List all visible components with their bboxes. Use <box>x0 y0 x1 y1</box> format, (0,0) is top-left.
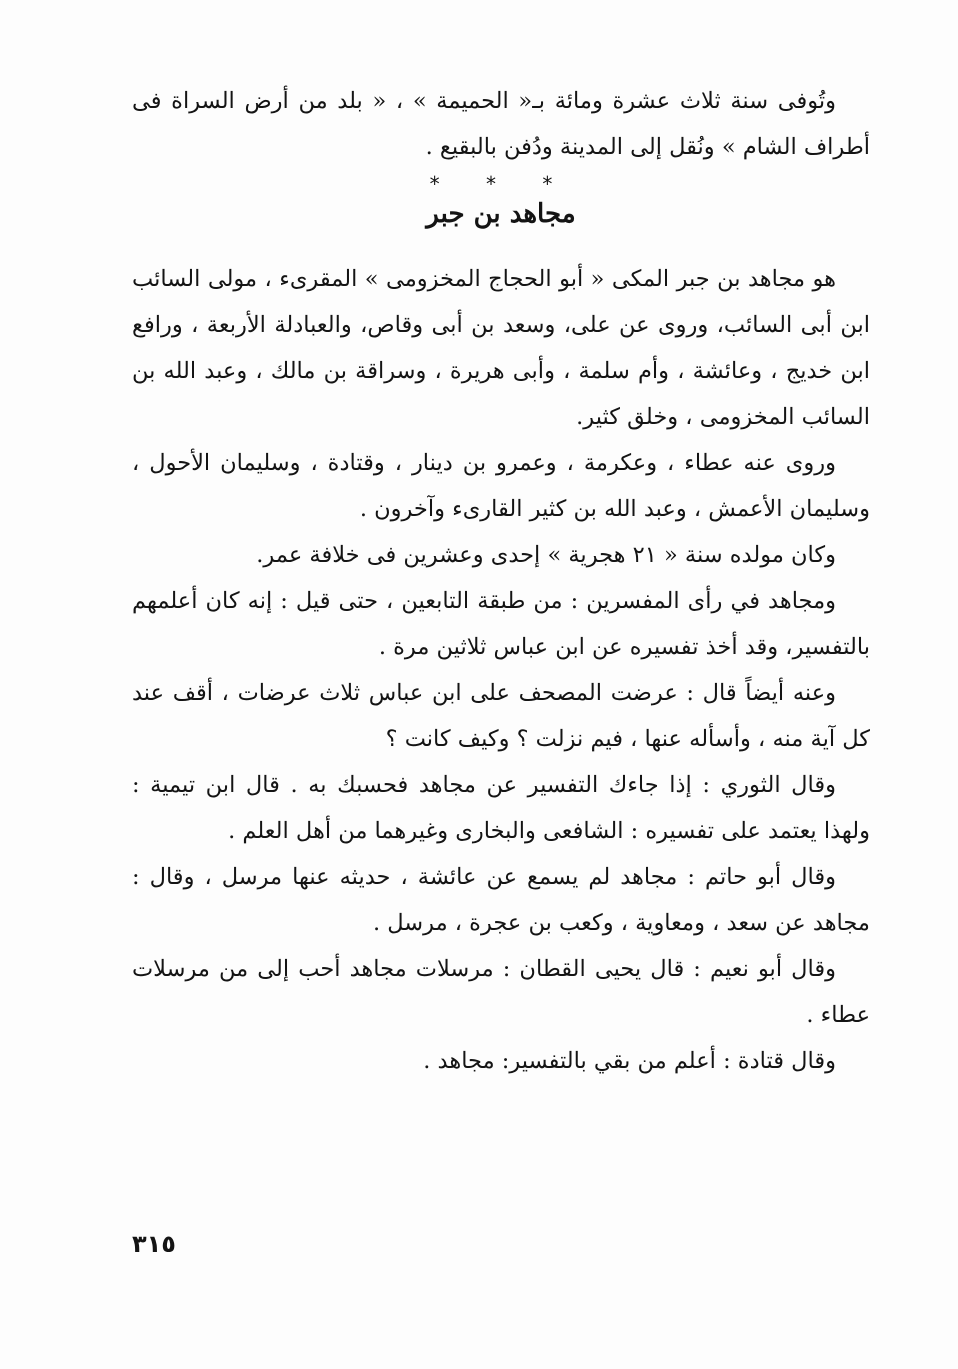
text-column <box>132 78 870 1084</box>
paragraph-qatada: وقال قتادة : أعلم من بقي بالتفسير: مجاهد . <box>423 1048 836 1074</box>
section-separator: * * * <box>429 172 573 196</box>
paragraph-birth: وكان مولده سنة « ٢١ هجرية » إحدى وعشرين فى خلافة عمر. <box>256 542 836 568</box>
paragraph-abu-hatim: وقال أبو حاتم : مجاهد لم يسمع عن عائشة ، حديثه عنها مرسل ، وقال : مجاهد عن سعد ، ومعاوية ، وكعب بن عجرة ، مرسل . <box>132 864 870 936</box>
paragraph-reading: وعنه أيضاً قال : عرضت المصحف على ابن عباس ثلاث عرضات ، أقف عند كل آية منه ، وأسأله عنها ، فيم نزلت ؟ وكيف كانت ؟ <box>132 680 870 752</box>
paragraph-biography: هو مجاهد بن جبر المكى « أبو الحجاج المخزومى » المقرىء ، مولى السائب ابن أبى السائب، وروى عن على، وسعد بن أبى وقاص، والعبادلة الأربعة ، ورافع ابن خديج ، وعائشة ، وأم سلمة ، وأبى هريرة ، وسراقة بن مالك ، وعبد الله بن السائب المخزومى ، وخلق كثير. <box>132 266 870 430</box>
paragraph-abu-nuaym: وقال أبو نعيم : قال يحيى القطان : مرسلات مجاهد أحب إلى من مرسلات عطاء . <box>132 956 870 1028</box>
paragraph-narrators: وروى عنه عطاء ، وعكرمة ، وعمرو بن دينار ، وقتادة ، وسليمان الأحول ، وسليمان الأعمش ، وعبد الله بن كثير القارىء وآخرون . <box>132 450 870 522</box>
page-number: ٣١٥ <box>132 1230 176 1258</box>
section-heading: مجاهد بن جبر <box>426 199 576 229</box>
paragraph-rank: ومجاهد في رأى المفسرين : من طبقة التابعين ، حتى قيل : إنه كان أعلمهم بالتفسير، وقد أخذ تفسيره عن ابن عباس ثلاثين مرة . <box>132 588 870 660</box>
paragraph-thawri: وقال الثوري : إذا جاءك التفسير عن مجاهد فحسبك به . قال ابن تيمية : ولهذا يعتمد على تفسيره : الشافعى والبخارى وغيرهما من أهل العلم . <box>132 772 870 844</box>
top-paragraph: وتُوفى سنة ثلاث عشرة ومائة بـ« الحميمة » ، « بلد من أرض السراة فى أطراف الشام » ونُقل إلى المدينة ودُفن بالبقيع . <box>132 88 870 160</box>
